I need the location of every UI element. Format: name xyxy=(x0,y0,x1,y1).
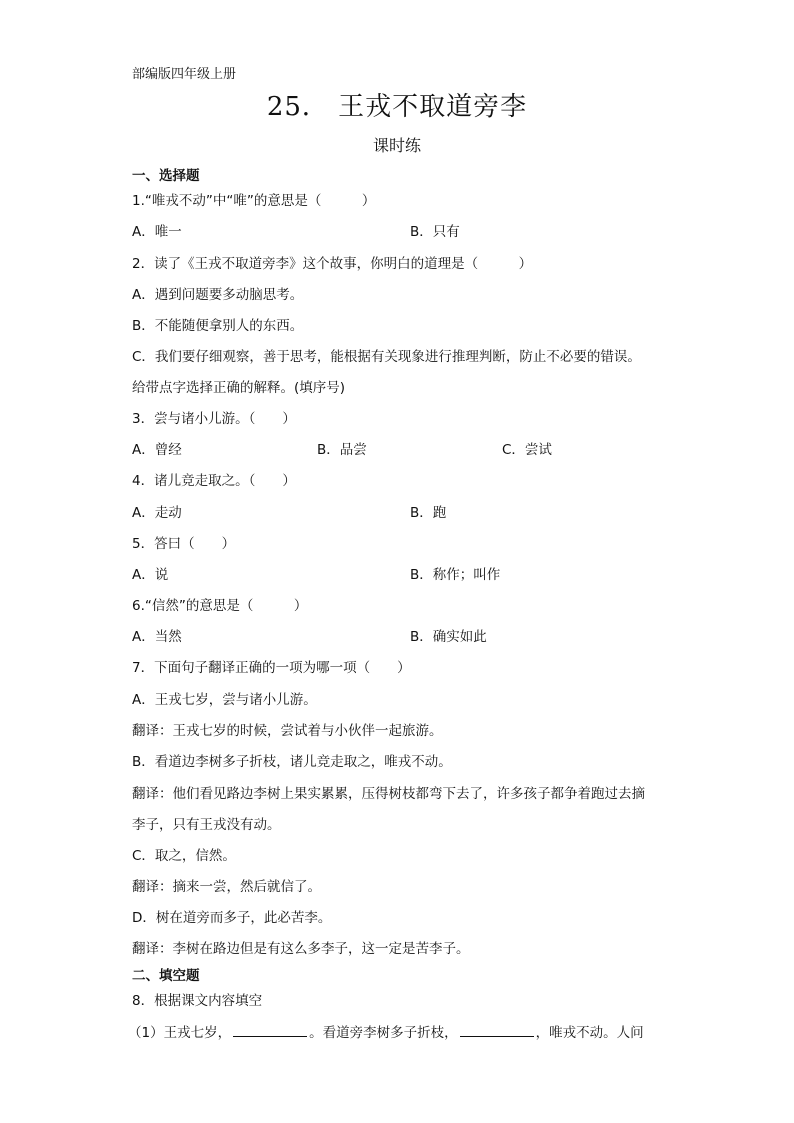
question-8-item-1 xyxy=(128,1024,644,1042)
q8-1-prefix: （1）王戎七岁， xyxy=(128,1025,232,1041)
question-3: 3．尝与诸小儿游。（ ） xyxy=(132,411,296,427)
question-7-option-a: A．王戎七岁，尝与诸小儿游。 xyxy=(132,692,317,708)
question-4-option-a: A．走动 xyxy=(132,505,182,521)
question-4-option-b: B．跑 xyxy=(410,505,447,521)
question-1-option-a: A．唯一 xyxy=(132,224,182,240)
question-7-translation-c: 翻译：摘来一尝，然后就信了。 xyxy=(132,879,321,895)
question-3-option-c: C．尝试 xyxy=(502,442,552,458)
question-7-option-c: C．取之，信然。 xyxy=(132,848,236,864)
question-3-option-b: B．品尝 xyxy=(317,442,367,458)
q8-1-suffix: ，唯戎不动。人问 xyxy=(535,1025,644,1041)
question-6-option-b: B．确实如此 xyxy=(410,629,487,645)
question-4: 4．诸儿竞走取之。（ ） xyxy=(132,473,296,489)
question-6-option-a: A．当然 xyxy=(132,629,182,645)
question-3-option-a: A．曾经 xyxy=(132,442,182,458)
question-7-translation-a: 翻译：王戎七岁的时候，尝试着与小伙伴一起旅游。 xyxy=(132,723,443,739)
question-5: 5．答曰（ ） xyxy=(132,536,236,552)
question-7: 7．下面句子翻译正确的一项为哪一项（ ） xyxy=(132,660,411,676)
q8-1-middle: 。看道旁李树多子折枝， xyxy=(309,1025,458,1041)
page-title: 25． 王戎不取道旁李 xyxy=(266,92,528,122)
question-6: 6.“信然”的意思是（ ） xyxy=(132,598,308,614)
question-1-option-b: B．只有 xyxy=(410,224,460,240)
question-5-option-b: B．称作；叫作 xyxy=(410,567,501,583)
section-heading-fill: 二、填空题 xyxy=(132,968,200,984)
question-7-translation-d: 翻译：李树在路边但是有这么多李子，这一定是苦李子。 xyxy=(132,941,470,957)
question-7-option-d: D．树在道旁而多子，此必苦李。 xyxy=(132,910,332,926)
answer-blank-1[interactable] xyxy=(233,1024,307,1037)
grade-label: 部编版四年级上册 xyxy=(132,67,237,82)
question-5-option-a: A．说 xyxy=(132,567,169,583)
question-2-option-c: C．我们要仔细观察，善于思考，能根据有关现象进行推理判断，防止不必要的错误。 xyxy=(132,349,641,365)
page-subtitle: 课时练 xyxy=(372,136,421,155)
question-2: 2．读了《王戎不取道旁李》这个故事，你明白的道理是（ ） xyxy=(132,256,533,272)
question-8: 8．根据课文内容填空 xyxy=(132,993,263,1009)
section-heading-choice: 一、选择题 xyxy=(132,168,200,184)
answer-blank-2[interactable] xyxy=(460,1024,534,1037)
question-7-translation-b: 翻译：他们看见路边李树上果实累累，压得树枝都弯下去了，许多孩子都争着跑过去摘 xyxy=(132,786,645,802)
question-7-option-b: B．看道边李树多子折枝，诸儿竞走取之，唯戎不动。 xyxy=(132,754,452,770)
question-2-option-b: B．不能随便拿别人的东西。 xyxy=(132,318,304,334)
question-7-translation-b-cont: 李子，只有王戎没有动。 xyxy=(132,817,281,833)
instruction-text: 给带点字选择正确的解释。(填序号) xyxy=(132,380,346,396)
question-2-option-a: A．遇到问题要多动脑思考。 xyxy=(132,287,304,303)
question-1: 1.“唯戎不动”中“唯”的意思是（ ） xyxy=(132,193,376,209)
